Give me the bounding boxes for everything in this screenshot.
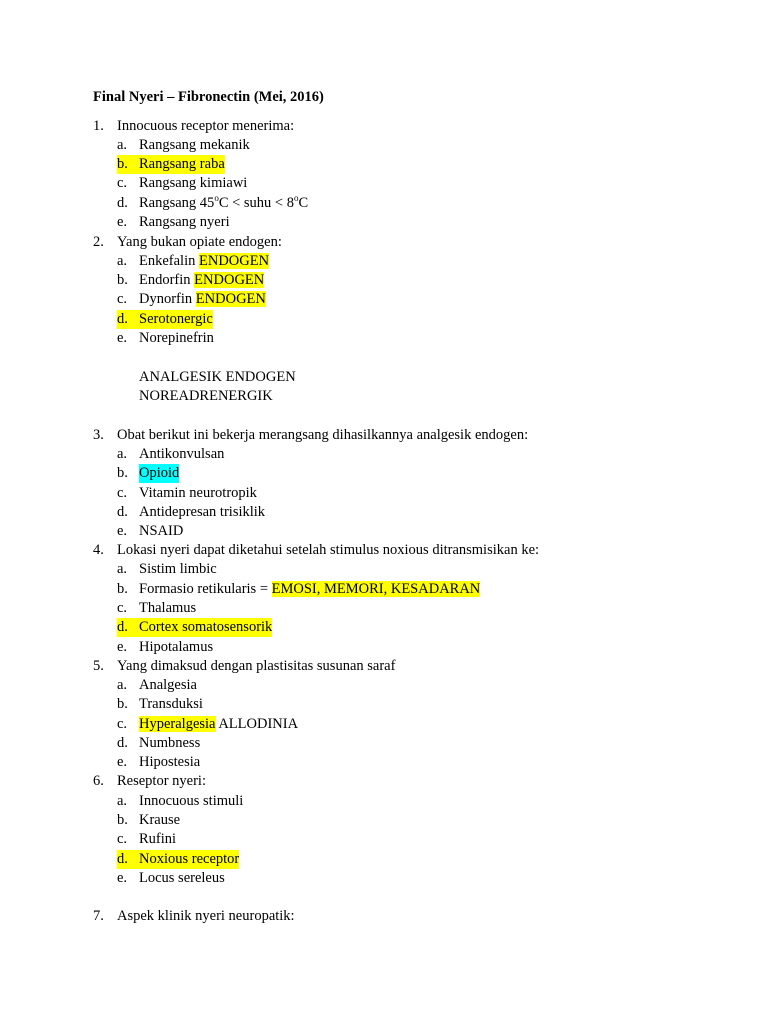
option-text: Rangsang nyeri	[139, 214, 230, 230]
option-letter: a.	[117, 793, 128, 809]
option-text: Antidepresan trisiklik	[139, 504, 266, 520]
question-number: 2.	[93, 234, 104, 250]
option-text: Vitamin neurotropik	[139, 485, 257, 501]
option-text: Dynorfin	[139, 291, 196, 307]
option-letter: e.	[117, 754, 128, 770]
option-text: Norepinefrin	[139, 330, 214, 346]
option-letter: d.	[117, 195, 128, 211]
option-text: Sistim limbic	[139, 561, 217, 577]
question-text: Aspek klinik nyeri neuropatik:	[117, 908, 295, 924]
option-text-wrap	[139, 290, 266, 309]
question-number: 1.	[93, 118, 104, 134]
question-number: 5.	[93, 658, 104, 674]
option-letter: a.	[117, 446, 128, 462]
option-letter: c.	[117, 716, 128, 732]
question-text: Obat berikut ini bekerja merangsang dihasilkannya analgesik endogen:	[117, 427, 529, 443]
option-text-part: C	[298, 195, 309, 211]
annotation-highlighted: ENDOGEN	[194, 272, 265, 288]
option-text: Thalamus	[139, 600, 197, 616]
option-text-highlighted: Serotonergic	[139, 311, 213, 327]
annotation-text: ALLODINIA	[215, 716, 299, 732]
question-text: Innocuous receptor menerima:	[117, 118, 295, 134]
option-letter: a.	[117, 561, 128, 577]
option-letter: a.	[117, 137, 128, 153]
question-number: 6.	[93, 773, 104, 789]
option-text-highlighted: Opioid	[139, 465, 180, 481]
option-text: Rufini	[139, 831, 177, 847]
option-text: Endorfin	[139, 272, 195, 288]
option-text: Numbness	[139, 735, 201, 751]
option-letter: c.	[117, 600, 128, 616]
question-text: Reseptor nyeri:	[117, 773, 206, 789]
question-number: 4.	[93, 542, 104, 558]
annotation-highlighted: ENDOGEN	[199, 253, 270, 269]
degree-superscript: o	[293, 193, 299, 204]
option-letter: a.	[117, 677, 128, 693]
option-letter: d.	[117, 618, 139, 637]
option-letter: e.	[117, 214, 128, 230]
option-text-part: C < suhu < 8	[218, 195, 294, 211]
annotation-highlighted: EMOSI, MEMORI, KESADARAN	[271, 581, 481, 597]
option-text: Hipotalamus	[139, 639, 214, 655]
option-letter: e.	[117, 639, 128, 655]
degree-superscript: o	[214, 193, 219, 204]
option-letter: e.	[117, 523, 128, 539]
option-text: Enkefalin	[139, 253, 199, 269]
option-letter: b.	[117, 812, 128, 828]
annotation-highlighted: ENDOGEN	[195, 291, 266, 307]
option-text-highlighted: Cortex somatosensorik	[139, 619, 273, 635]
option-text: Transduksi	[139, 696, 203, 712]
option-letter: b.	[117, 581, 128, 597]
option-letter: d.	[117, 735, 128, 751]
option-text: NSAID	[139, 523, 184, 539]
option-text: Analgesia	[139, 677, 197, 693]
option-letter: a.	[117, 253, 128, 269]
note-text: NOREADRENERGIK	[139, 388, 273, 404]
option-text: Formasio retikularis =	[139, 581, 272, 597]
option-letter: b.	[117, 696, 128, 712]
option-text: Rangsang mekanik	[139, 137, 250, 153]
option-letter: e.	[117, 870, 128, 886]
option-text-wrap	[139, 580, 480, 599]
option-letter: b.	[117, 155, 139, 174]
option-letter: d.	[117, 850, 139, 869]
question-number: 3.	[93, 427, 104, 443]
option-letter: d.	[117, 504, 128, 520]
option-text-part: Rangsang 45	[139, 195, 215, 211]
option-letter: c.	[117, 831, 128, 847]
document-title: Final Nyeri – Fibronectin (Mei, 2016)	[93, 89, 324, 105]
option-text-wrap	[139, 271, 264, 290]
option-letter: b.	[117, 272, 128, 288]
option-text-highlighted: Noxious receptor	[139, 851, 240, 867]
option-text: Locus sereleus	[139, 870, 225, 886]
question-text: Yang dimaksud dengan plastisitas susunan saraf	[117, 658, 396, 674]
option-text-wrap	[139, 715, 298, 734]
option-letter: e.	[117, 330, 128, 346]
option-letter: c.	[117, 485, 128, 501]
option-text-highlighted: Rangsang raba	[139, 156, 225, 172]
option-letter: c.	[117, 175, 128, 191]
option-text-highlighted: Hyperalgesia	[139, 716, 216, 732]
option-letter: b.	[117, 465, 128, 481]
option-text: Rangsang kimiawi	[139, 175, 248, 191]
option-text: Antikonvulsan	[139, 446, 225, 462]
option-text: Innocuous stimuli	[139, 793, 244, 809]
question-text: Yang bukan opiate endogen:	[117, 234, 282, 250]
note-text: ANALGESIK ENDOGEN	[139, 369, 296, 385]
question-number: 7.	[93, 908, 104, 924]
option-text-wrap	[139, 252, 269, 271]
question-text: Lokasi nyeri dapat diketahui setelah stimulus noxious ditransmisikan ke:	[117, 542, 540, 558]
option-letter: c.	[117, 291, 128, 307]
option-text: Krause	[139, 812, 181, 828]
option-letter: d.	[117, 310, 139, 329]
option-text	[139, 194, 308, 213]
option-text: Hipostesia	[139, 754, 201, 770]
